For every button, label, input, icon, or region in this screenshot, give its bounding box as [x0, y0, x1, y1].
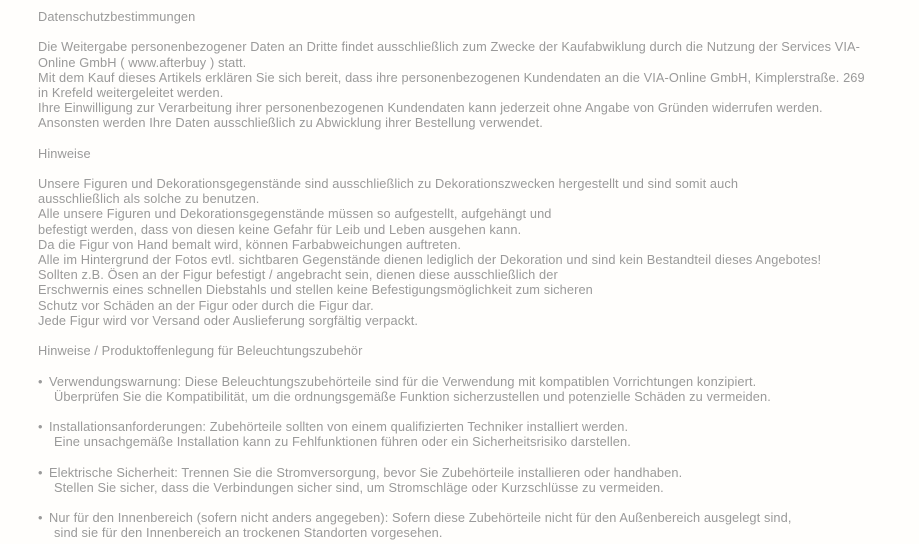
paragraph-line: ausschließlich als solche zu benutzen. [38, 191, 260, 207]
bullet-item-innenbereich [38, 510, 919, 540]
section-title: Hinweise / Produktoffenlegung für Beleuchtungszubehör [38, 343, 363, 359]
section-title: Hinweise [38, 145, 91, 161]
bullet-text [49, 510, 792, 540]
bullet-line: Verwendungswarnung: Diese Beleuchtungszubehörteile sind für die Verwendung mit kompatiblen Vorrichtungen konzipiert. [49, 373, 757, 389]
paragraph-line: befestigt werden, dass von diesen keine Gefahr für Leib und Leben ausgehen kann. [38, 221, 522, 237]
bullet-icon: • [38, 373, 43, 389]
paragraph-line: Alle im Hintergrund der Fotos evtl. sichtbaren Gegenstände dienen lediglich der Dekoration und sind kein Bestandteil dieses Angebotes! [38, 252, 822, 267]
bullet-item-elektrische-sicherheit [38, 465, 919, 495]
bullet-text [49, 419, 631, 449]
bullet-icon: • [38, 464, 43, 480]
section-datenschutz-body [38, 39, 919, 130]
paragraph-line: Mit dem Kauf dieses Artikels erklären Sie sich bereit, dass ihre personenbezogenen Kundendaten an die VIA-Online GmbH, Kimplerstraße. 269 [38, 69, 865, 85]
bullet-icon: • [38, 419, 43, 435]
paragraph-line: Da die Figur von Hand bemalt wird, können Farbabweichungen auftreten. [38, 236, 462, 252]
bullet-line: Stellen Sie sicher, dass die Verbindungen sicher sind, um Stromschläge oder Kurzschlüsse zu vermeiden. [54, 479, 664, 495]
bullet-line: Elektrische Sicherheit: Trennen Sie die Stromversorgung, bevor Sie Zubehörteile installieren oder handhaben. [49, 464, 683, 480]
paragraph-line: Jede Figur wird vor Versand oder Auslieferung sorgfältig verpackt. [38, 312, 419, 328]
paragraph-line: Online GmbH ( www.afterbuy ) statt. [38, 54, 247, 70]
paragraph-line: Ansonsten werden Ihre Daten ausschließlich zu Abwicklung ihrer Bestellung verwendet. [38, 115, 543, 131]
paragraph-line: Ihre Einwilligung zur Verarbeitung ihrer personenbezogenen Kundendaten kann jederzeit ohne Angabe von Gründen widerrufen werden. [38, 100, 823, 116]
paragraph-line: Erschwernis eines schnellen Diebstahls und stellen keine Befestigungsmöglichkeit zum sicheren [38, 282, 593, 298]
paragraph-line: Unsere Figuren und Dekorationsgegenstände sind ausschließlich zu Dekorationszwecken hergestellt und sind somit auch [38, 176, 739, 192]
paragraph-line: Die Weitergabe personenbezogener Daten an Dritte findet ausschließlich zum Zwecke der Kaufabwiklung durch die Nutzung der Services VIA- [38, 39, 861, 55]
bullet-line: Installationsanforderungen: Zubehörteile sollten von einem qualifizierten Techniker installiert werden. [49, 419, 629, 435]
bullet-line: Überprüfen Sie die Kompatibilität, um die ordnungsgemäße Funktion sicherzustellen und potenzielle Schäden zu vermeiden. [54, 388, 771, 404]
bullet-line: Nur für den Innenbereich (sofern nicht anders angegeben): Sofern diese Zubehörteile nicht für den Außenbereich ausgelegt sind, [49, 510, 792, 526]
section-heading-hinweise [38, 146, 919, 161]
section-heading-datenschutz [38, 9, 919, 24]
bullet-icon: • [38, 510, 43, 526]
paragraph-line: Alle unsere Figuren und Dekorationsgegenstände müssen so aufgestellt, aufgehängt und [38, 206, 552, 222]
bullet-text [49, 465, 682, 495]
bullet-item-installationsanforderungen [38, 419, 919, 449]
section-hinweise-body [38, 176, 919, 328]
bullet-text [49, 374, 771, 404]
bullet-line: Eine unsachgemäße Installation kann zu Fehlfunktionen führen oder ein Sicherheitsrisiko darstellen. [54, 434, 631, 450]
section-heading-beleuchtung [38, 343, 919, 358]
bullet-line: sind sie für den Innenbereich an trockenen Standorten vorgesehen. [54, 525, 443, 541]
paragraph-line: Sollten z.B. Ösen an der Figur befestigt / angebracht sein, dienen diese ausschließlich der [38, 267, 558, 283]
section-title: Datenschutzbestimmungen [38, 9, 196, 24]
bullet-item-verwendungswarnung [38, 374, 919, 404]
paragraph-line: Schutz vor Schäden an der Figur oder durch die Figur dar. [38, 297, 374, 313]
paragraph-line: in Krefeld weitergeleitet werden. [38, 84, 224, 100]
